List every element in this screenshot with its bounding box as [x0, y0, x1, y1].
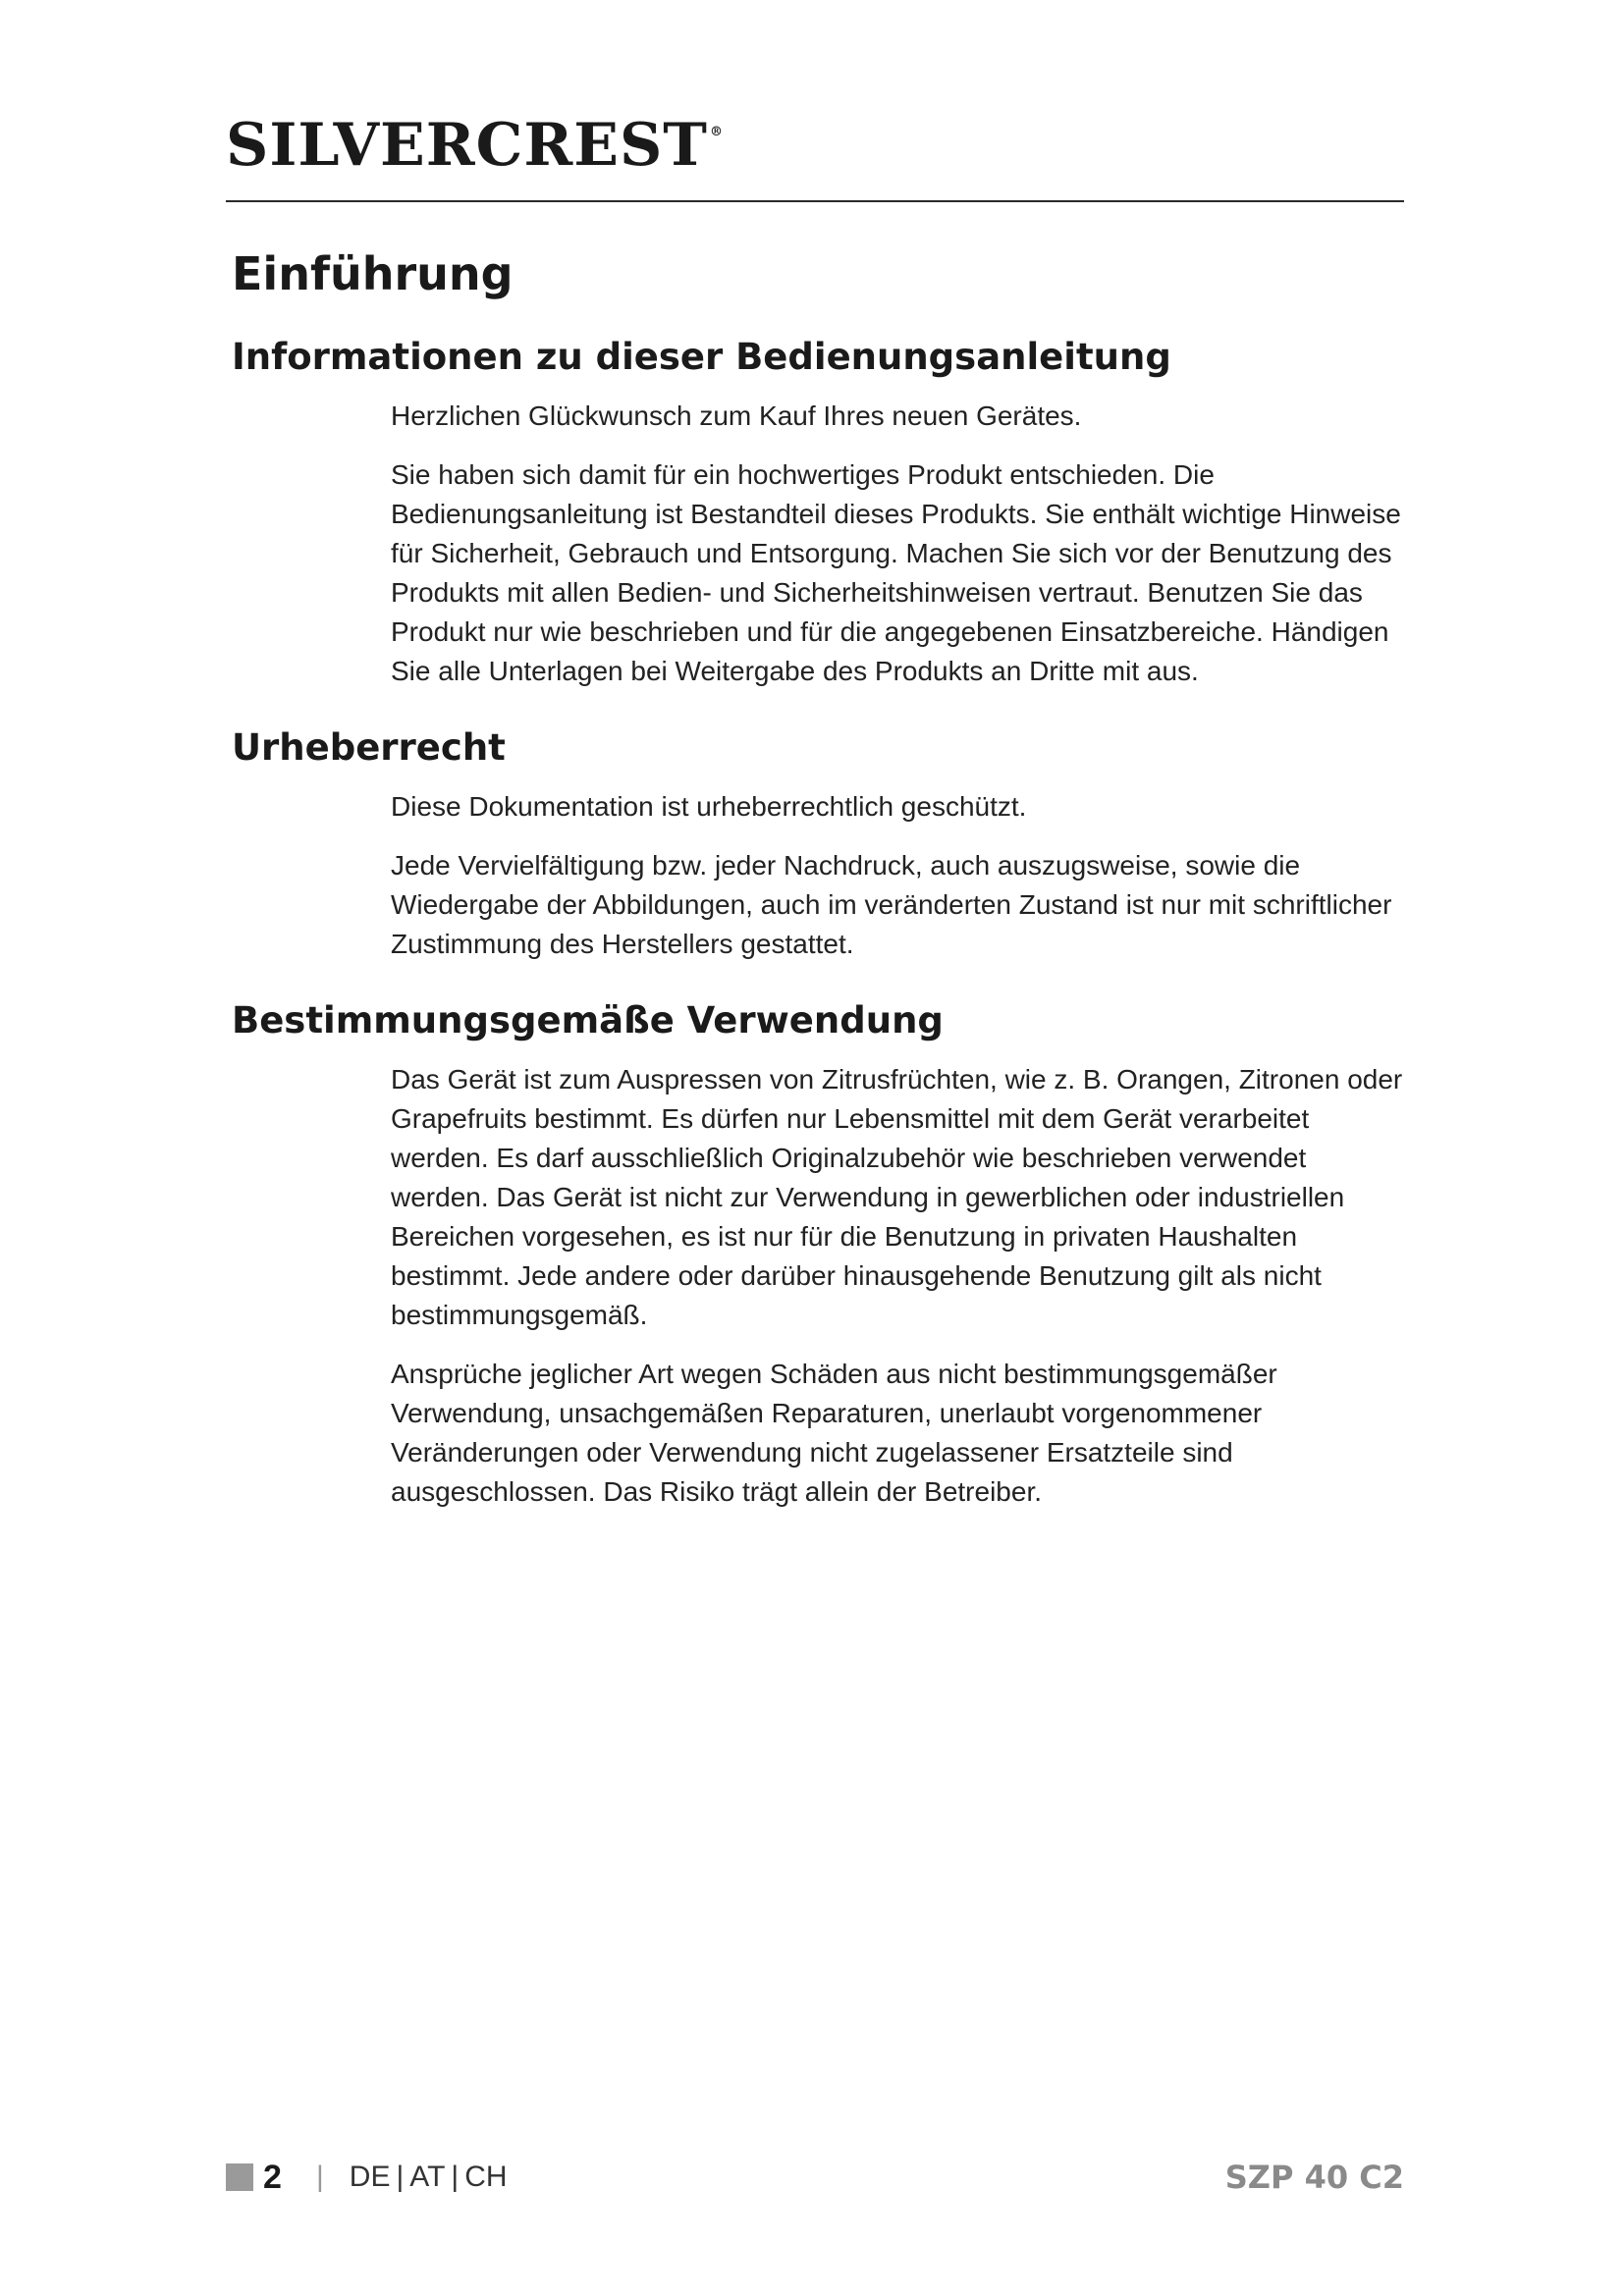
brand-logo	[226, 111, 724, 180]
language-code: AT	[409, 2161, 446, 2193]
page-title: Einführung	[232, 247, 514, 300]
paragraph: Herzlichen Glückwunsch zum Kauf Ihres neuen Gerätes.	[391, 400, 1082, 431]
page-marker-square	[226, 2163, 253, 2191]
section-heading: Bestimmungsgemäße Verwendung	[232, 998, 944, 1041]
language-code: CH	[464, 2161, 508, 2193]
section-heading: Informationen zu dieser Bedienungsanleitung	[232, 335, 1171, 378]
section-body	[391, 1060, 1408, 1512]
model-number: SZP 40 C2	[1224, 2159, 1404, 2196]
section-intended-use	[232, 997, 1410, 1512]
language-code: DE	[349, 2161, 391, 2193]
brand-logo-text: SILVERCREST	[226, 111, 708, 180]
section-manual-info	[232, 334, 1410, 691]
language-separator: |	[396, 2161, 405, 2193]
paragraph: Sie haben sich damit für ein hochwertiges Produkt entschieden. Die Bedienungsanleitung ist Bestandteil dieses Produkts. Sie enthält wichtige Hinweise für Sicherheit, Gebrauch und Entsorgung. Machen Sie sich vor der Benutzung des Produkts mit allen Bedien- und Sicherheitshinweisen vertraut. Benutzen Sie das Produkt nur wie beschrieben und für die angegebenen Einsatzbereiche. Händigen Sie alle Unterlagen bei Weitergabe des Produkts an Dritte mit aus.	[391, 458, 1401, 686]
page-number: 2	[263, 2159, 282, 2196]
language-codes	[316, 2156, 508, 2199]
paragraph: Das Gerät ist zum Auspressen von Zitrusfrüchten, wie z. B. Orangen, Zitronen oder Grapefruits bestimmt. Es dürfen nur Lebensmittel mit dem Gerät verarbeitet werden. Es darf ausschließlich Originalzubehör wie beschrieben verwendet werden. Das Gerät ist nicht zur Verwendung in gewerblichen oder industriellen Bereichen vorgesehen, es ist nur für die Benutzung in privaten Haushalten bestimmt. Jede andere oder darüber hinausgehende Benutzung gilt als nicht bestimmungsgemäß.	[391, 1064, 1403, 1331]
page-footer	[226, 2156, 1404, 2205]
paragraph: Diese Dokumentation ist urheberrechtlich geschützt.	[391, 790, 1027, 822]
paragraph: Ansprüche jeglicher Art wegen Schäden aus nicht bestimmungsgemäßer Verwendung, unsachgemäßen Reparaturen, unerlaubt vorgenommener Veränderungen oder Verwendung nicht zugelassener Ersatzteile sind ausgeschlossen. Das Risiko trägt allein der Betreiber.	[391, 1359, 1277, 1508]
section-copyright	[232, 724, 1410, 964]
section-body	[391, 787, 1408, 964]
section-body	[391, 397, 1408, 691]
language-separator: |	[451, 2161, 460, 2193]
page-content	[232, 245, 1410, 1545]
registered-mark: ®	[709, 125, 724, 139]
footer-separator: |	[316, 2161, 324, 2193]
header-divider	[226, 200, 1404, 202]
paragraph: Jede Vervielfältigung bzw. jeder Nachdruck, auch auszugsweise, sowie die Wiedergabe der Abbildungen, auch im veränderten Zustand ist nur mit schriftlicher Zustimmung des Herstellers gestattet.	[391, 849, 1392, 959]
section-heading: Urheberrecht	[232, 725, 506, 769]
